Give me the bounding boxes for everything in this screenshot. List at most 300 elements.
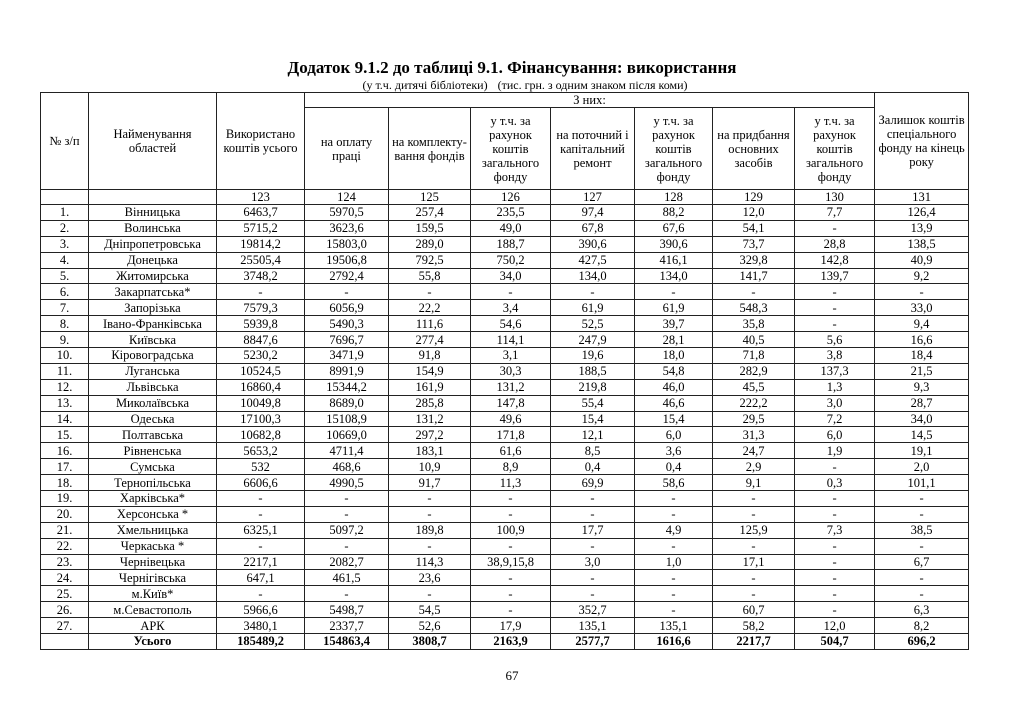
value-cell: 8991,9 (305, 363, 389, 379)
table-row (41, 491, 969, 507)
row-number: 9. (41, 332, 89, 348)
subtitle-scope: (у т.ч. дитячі бібліотеки) (362, 78, 488, 92)
value-cell: - (875, 538, 969, 554)
value-cell: 10669,0 (305, 427, 389, 443)
value-cell: 2337,7 (305, 618, 389, 634)
value-cell: 235,5 (471, 205, 551, 221)
value-cell: 114,1 (471, 332, 551, 348)
value-cell: 282,9 (713, 363, 795, 379)
value-cell: 46,0 (635, 379, 713, 395)
total-value-cell: 3808,7 (389, 634, 471, 650)
value-cell: 61,9 (551, 300, 635, 316)
value-cell: 6,3 (875, 602, 969, 618)
value-cell: - (389, 284, 471, 300)
value-cell: 13,9 (875, 220, 969, 236)
table-row (41, 506, 969, 522)
value-cell: 135,1 (551, 618, 635, 634)
value-cell: - (389, 506, 471, 522)
row-number: 16. (41, 443, 89, 459)
total-value-cell: 154863,4 (305, 634, 389, 650)
region-name: Харківська* (89, 491, 217, 507)
value-cell: 19,6 (551, 348, 635, 364)
table-row (41, 379, 969, 395)
value-cell: 461,5 (305, 570, 389, 586)
header-balance: Залишок коштів спеціального фонду на кінець року (875, 93, 969, 190)
row-number: 1. (41, 205, 89, 221)
table-row (41, 252, 969, 268)
table-row (41, 554, 969, 570)
document-subtitle (290, 78, 760, 92)
table-row (41, 268, 969, 284)
region-name: Чернігівська (89, 570, 217, 586)
value-cell: - (875, 586, 969, 602)
value-cell: - (471, 602, 551, 618)
value-cell: 28,1 (635, 332, 713, 348)
header-region-name: Найменування областей (89, 93, 217, 190)
value-cell: 15344,2 (305, 379, 389, 395)
value-cell: 6463,7 (217, 205, 305, 221)
value-cell: 189,8 (389, 522, 471, 538)
value-cell: 5715,2 (217, 220, 305, 236)
region-name: м.Київ* (89, 586, 217, 602)
value-cell: 5653,2 (217, 443, 305, 459)
value-cell: 3623,6 (305, 220, 389, 236)
value-cell: 6056,9 (305, 300, 389, 316)
value-cell: - (635, 602, 713, 618)
value-cell: 0,3 (795, 475, 875, 491)
total-nr-empty (41, 634, 89, 650)
table-body (41, 205, 969, 650)
column-number: 129 (713, 190, 795, 205)
value-cell: - (713, 570, 795, 586)
table-row (41, 205, 969, 221)
value-cell: 137,3 (795, 363, 875, 379)
table-row (41, 538, 969, 554)
value-cell: 188,5 (551, 363, 635, 379)
value-cell: 3,0 (795, 395, 875, 411)
value-cell: 5097,2 (305, 522, 389, 538)
value-cell: - (551, 284, 635, 300)
value-cell: 17,7 (551, 522, 635, 538)
table-row (41, 522, 969, 538)
value-cell: 38,5 (875, 522, 969, 538)
value-cell: 468,6 (305, 459, 389, 475)
region-name: м.Севастополь (89, 602, 217, 618)
row-number: 4. (41, 252, 89, 268)
value-cell: 222,2 (713, 395, 795, 411)
value-cell: 4990,5 (305, 475, 389, 491)
table-row (41, 395, 969, 411)
total-value-cell: 696,2 (875, 634, 969, 650)
table-row (41, 602, 969, 618)
value-cell: 131,2 (389, 411, 471, 427)
row-number: 27. (41, 618, 89, 634)
value-cell: 17,9 (471, 618, 551, 634)
value-cell: 792,5 (389, 252, 471, 268)
table-row (41, 332, 969, 348)
value-cell: 54,5 (389, 602, 471, 618)
column-number: 126 (471, 190, 551, 205)
value-cell: 16860,4 (217, 379, 305, 395)
value-cell: 329,8 (713, 252, 795, 268)
value-cell: 8,5 (551, 443, 635, 459)
total-row (41, 634, 969, 650)
value-cell: 2217,1 (217, 554, 305, 570)
value-cell: 5,6 (795, 332, 875, 348)
value-cell: 5966,6 (217, 602, 305, 618)
value-cell: 10049,8 (217, 395, 305, 411)
value-cell: - (795, 570, 875, 586)
table-row (41, 363, 969, 379)
value-cell: 15108,9 (305, 411, 389, 427)
value-cell: - (471, 586, 551, 602)
value-cell: - (635, 506, 713, 522)
value-cell: 45,5 (713, 379, 795, 395)
value-cell: 101,1 (875, 475, 969, 491)
table-row (41, 443, 969, 459)
header-salary: на оплату праці (305, 108, 389, 190)
value-cell: - (389, 586, 471, 602)
table-row (41, 618, 969, 634)
value-cell: - (217, 538, 305, 554)
value-cell: 135,1 (635, 618, 713, 634)
row-number: 17. (41, 459, 89, 475)
value-cell: 21,5 (875, 363, 969, 379)
table-row (41, 300, 969, 316)
value-cell: 11,3 (471, 475, 551, 491)
value-cell: 2792,4 (305, 268, 389, 284)
value-cell: - (713, 491, 795, 507)
table-row (41, 570, 969, 586)
header-nr: № з/п (41, 93, 89, 190)
value-cell: 73,7 (713, 236, 795, 252)
value-cell: 131,2 (471, 379, 551, 395)
total-value-cell: 2163,9 (471, 634, 551, 650)
row-number: 5. (41, 268, 89, 284)
value-cell: 28,7 (875, 395, 969, 411)
region-name: Миколаївська (89, 395, 217, 411)
financing-table (40, 92, 969, 650)
value-cell: - (795, 554, 875, 570)
value-cell: 19814,2 (217, 236, 305, 252)
value-cell: 34,0 (875, 411, 969, 427)
value-cell: 114,3 (389, 554, 471, 570)
table-row (41, 427, 969, 443)
region-name: Полтавська (89, 427, 217, 443)
row-number: 7. (41, 300, 89, 316)
value-cell: - (875, 506, 969, 522)
value-cell: - (795, 602, 875, 618)
value-cell: 4,9 (635, 522, 713, 538)
value-cell: 12,0 (795, 618, 875, 634)
table-row (41, 220, 969, 236)
value-cell: 61,9 (635, 300, 713, 316)
value-cell: 12,1 (551, 427, 635, 443)
region-name: Хмельницька (89, 522, 217, 538)
region-name: Львівська (89, 379, 217, 395)
value-cell: 100,9 (471, 522, 551, 538)
value-cell: 67,8 (551, 220, 635, 236)
value-cell: 14,5 (875, 427, 969, 443)
value-cell: 91,8 (389, 348, 471, 364)
value-cell: 61,6 (471, 443, 551, 459)
value-cell: 67,6 (635, 220, 713, 236)
value-cell: - (471, 506, 551, 522)
value-cell: 15,4 (551, 411, 635, 427)
value-cell: 188,7 (471, 236, 551, 252)
value-cell: 60,7 (713, 602, 795, 618)
region-name: Сумська (89, 459, 217, 475)
row-number: 26. (41, 602, 89, 618)
value-cell: 277,4 (389, 332, 471, 348)
header-num-empty (89, 190, 217, 205)
value-cell: 3,6 (635, 443, 713, 459)
value-cell: - (795, 220, 875, 236)
header-acquisition: на комплекту-вання фондів (389, 108, 471, 190)
row-number: 20. (41, 506, 89, 522)
header-repair-general: у т.ч. за рахунок коштів загального фонду (635, 108, 713, 190)
value-cell: 154,9 (389, 363, 471, 379)
value-cell: 24,7 (713, 443, 795, 459)
value-cell: 5498,7 (305, 602, 389, 618)
value-cell: 142,8 (795, 252, 875, 268)
value-cell: 7696,7 (305, 332, 389, 348)
value-cell: - (305, 538, 389, 554)
header-fixed-assets-general: у т.ч. за рахунок коштів загального фонду (795, 108, 875, 190)
value-cell: 427,5 (551, 252, 635, 268)
value-cell: 54,1 (713, 220, 795, 236)
value-cell: 18,0 (635, 348, 713, 364)
value-cell: 49,0 (471, 220, 551, 236)
region-name: Рівненська (89, 443, 217, 459)
value-cell: 247,9 (551, 332, 635, 348)
table-row (41, 475, 969, 491)
value-cell: 46,6 (635, 395, 713, 411)
header-of-them: З них: (305, 93, 875, 108)
row-number: 8. (41, 316, 89, 332)
header-used-total: Використано коштів усього (217, 93, 305, 190)
value-cell: 25505,4 (217, 252, 305, 268)
region-name: Одеська (89, 411, 217, 427)
value-cell: 6606,6 (217, 475, 305, 491)
value-cell: - (713, 506, 795, 522)
value-cell: 532 (217, 459, 305, 475)
value-cell: 134,0 (635, 268, 713, 284)
value-cell: 55,8 (389, 268, 471, 284)
total-value-cell: 185489,2 (217, 634, 305, 650)
region-name: Волинська (89, 220, 217, 236)
table-row (41, 284, 969, 300)
value-cell: 159,5 (389, 220, 471, 236)
table-row (41, 586, 969, 602)
value-cell: - (471, 284, 551, 300)
value-cell: 35,8 (713, 316, 795, 332)
value-cell: - (635, 586, 713, 602)
value-cell: 58,6 (635, 475, 713, 491)
row-number: 22. (41, 538, 89, 554)
value-cell: 125,9 (713, 522, 795, 538)
value-cell: 183,1 (389, 443, 471, 459)
value-cell: 138,5 (875, 236, 969, 252)
value-cell: - (795, 586, 875, 602)
value-cell: 9,4 (875, 316, 969, 332)
value-cell: 0,4 (551, 459, 635, 475)
value-cell: 126,4 (875, 205, 969, 221)
value-cell: 52,5 (551, 316, 635, 332)
value-cell: - (471, 538, 551, 554)
value-cell: - (471, 570, 551, 586)
value-cell: 5490,3 (305, 316, 389, 332)
value-cell: 3471,9 (305, 348, 389, 364)
value-cell: 5939,8 (217, 316, 305, 332)
region-name: Київська (89, 332, 217, 348)
value-cell: - (305, 506, 389, 522)
table-row (41, 459, 969, 475)
row-number: 10. (41, 348, 89, 364)
value-cell: - (471, 491, 551, 507)
value-cell: 3,0 (551, 554, 635, 570)
value-cell: 161,9 (389, 379, 471, 395)
value-cell: 6,0 (795, 427, 875, 443)
value-cell: 8689,0 (305, 395, 389, 411)
value-cell: - (551, 491, 635, 507)
value-cell: 15803,0 (305, 236, 389, 252)
value-cell: - (551, 538, 635, 554)
value-cell: - (389, 491, 471, 507)
row-number: 13. (41, 395, 89, 411)
value-cell: 6,0 (635, 427, 713, 443)
value-cell: 289,0 (389, 236, 471, 252)
value-cell: - (635, 491, 713, 507)
value-cell: 17,1 (713, 554, 795, 570)
column-number: 125 (389, 190, 471, 205)
column-number: 130 (795, 190, 875, 205)
value-cell: 91,7 (389, 475, 471, 491)
value-cell: 29,5 (713, 411, 795, 427)
row-number: 15. (41, 427, 89, 443)
value-cell: 40,9 (875, 252, 969, 268)
value-cell: 6325,1 (217, 522, 305, 538)
value-cell: 10682,8 (217, 427, 305, 443)
region-name: Кіровоградська (89, 348, 217, 364)
value-cell: - (795, 491, 875, 507)
value-cell: - (713, 538, 795, 554)
value-cell: 257,4 (389, 205, 471, 221)
region-name: Вінницька (89, 205, 217, 221)
value-cell: - (875, 284, 969, 300)
value-cell: - (875, 570, 969, 586)
value-cell: 54,8 (635, 363, 713, 379)
row-number: 23. (41, 554, 89, 570)
value-cell: - (795, 300, 875, 316)
page-number: 67 (505, 668, 519, 683)
region-name: Дніпропетровська (89, 236, 217, 252)
value-cell: 4711,4 (305, 443, 389, 459)
value-cell: - (217, 491, 305, 507)
value-cell: 147,8 (471, 395, 551, 411)
row-number: 2. (41, 220, 89, 236)
value-cell: 8847,6 (217, 332, 305, 348)
total-value-cell: 504,7 (795, 634, 875, 650)
value-cell: 0,4 (635, 459, 713, 475)
row-number: 19. (41, 491, 89, 507)
value-cell: - (635, 538, 713, 554)
value-cell: - (875, 491, 969, 507)
value-cell: 3,1 (471, 348, 551, 364)
value-cell: 88,2 (635, 205, 713, 221)
region-name: Чернівецька (89, 554, 217, 570)
value-cell: 390,6 (635, 236, 713, 252)
subtitle-units: (тис. грн. з одним знаком після коми) (497, 78, 688, 92)
value-cell: 30,3 (471, 363, 551, 379)
value-cell: 5970,5 (305, 205, 389, 221)
value-cell: 3748,2 (217, 268, 305, 284)
column-number: 127 (551, 190, 635, 205)
value-cell: 171,8 (471, 427, 551, 443)
value-cell: 647,1 (217, 570, 305, 586)
column-number: 131 (875, 190, 969, 205)
value-cell: 10524,5 (217, 363, 305, 379)
value-cell: 49,6 (471, 411, 551, 427)
value-cell: 40,5 (713, 332, 795, 348)
region-name: Тернопільська (89, 475, 217, 491)
value-cell: 8,9 (471, 459, 551, 475)
value-cell: - (795, 538, 875, 554)
row-number: 3. (41, 236, 89, 252)
value-cell: 3480,1 (217, 618, 305, 634)
value-cell: 7,7 (795, 205, 875, 221)
value-cell: - (795, 459, 875, 475)
region-name: Закарпатська* (89, 284, 217, 300)
value-cell: 23,6 (389, 570, 471, 586)
value-cell: 38,9,15,8 (471, 554, 551, 570)
value-cell: - (795, 506, 875, 522)
total-value-cell: 2217,7 (713, 634, 795, 650)
header-acquisition-general: у т.ч. за рахунок коштів загального фонду (471, 108, 551, 190)
region-name: Донецька (89, 252, 217, 268)
value-cell: 19506,8 (305, 252, 389, 268)
total-value-cell: 1616,6 (635, 634, 713, 650)
value-cell: - (795, 284, 875, 300)
value-cell: 39,7 (635, 316, 713, 332)
column-number: 124 (305, 190, 389, 205)
value-cell: 9,2 (875, 268, 969, 284)
column-number: 128 (635, 190, 713, 205)
row-number: 24. (41, 570, 89, 586)
region-name: Запорізька (89, 300, 217, 316)
value-cell: 1,9 (795, 443, 875, 459)
value-cell: 8,2 (875, 618, 969, 634)
value-cell: 111,6 (389, 316, 471, 332)
value-cell: 139,7 (795, 268, 875, 284)
value-cell: 97,4 (551, 205, 635, 221)
value-cell: 750,2 (471, 252, 551, 268)
value-cell: 22,2 (389, 300, 471, 316)
value-cell: - (713, 586, 795, 602)
value-cell: - (217, 586, 305, 602)
value-cell: 3,4 (471, 300, 551, 316)
value-cell: 16,6 (875, 332, 969, 348)
table-row (41, 316, 969, 332)
value-cell: 71,8 (713, 348, 795, 364)
total-label: Усього (89, 634, 217, 650)
value-cell: - (551, 570, 635, 586)
table-row (41, 236, 969, 252)
region-name: Житомирська (89, 268, 217, 284)
region-name: АРК (89, 618, 217, 634)
value-cell: 297,2 (389, 427, 471, 443)
value-cell: - (305, 284, 389, 300)
